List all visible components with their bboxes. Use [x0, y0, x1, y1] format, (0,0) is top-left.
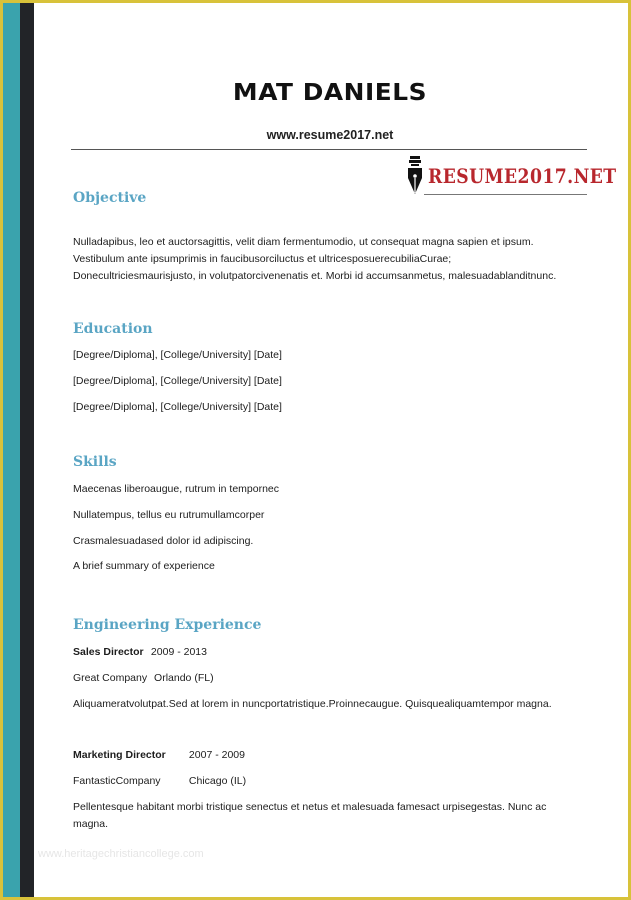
- education-item: [Degree/Diploma], [College/University] [Date]: [73, 349, 282, 361]
- objective-heading: Objective: [73, 190, 147, 206]
- education-item: [Degree/Diploma], [College/University] [Date]: [73, 401, 282, 413]
- logo-text: RESUME2017.NET: [428, 164, 617, 188]
- candidate-name: MAT DANIELS: [232, 80, 428, 106]
- job-description: Pellentesque habitant morbi tristique senectus et netus et malesuada famesact urpisegestas. Nunc ac magna.: [73, 801, 547, 830]
- logo-underline: [424, 194, 587, 195]
- watermark: www.heritagechristiancollege.com: [38, 848, 204, 860]
- skill-item: A brief summary of experience: [73, 560, 215, 572]
- job-company: Great Company: [73, 672, 148, 684]
- education-item: [Degree/Diploma], [College/University] [Date]: [73, 375, 282, 387]
- job-location: Chicago (IL): [188, 775, 247, 787]
- job-dates: 2009 - 2013: [150, 646, 207, 658]
- job-header: [73, 747, 245, 764]
- website-text: www.resume2017.net: [266, 128, 394, 142]
- objective-line: Vestibulum ante ipsumprimis in faucibusorciluctus et ultricesposuerecubiliaCurae;: [73, 253, 452, 265]
- education-heading: Education: [73, 321, 153, 337]
- header-divider: [71, 149, 587, 150]
- objective-line: Donecultriciesmaurisjusto, in volutpatorcivenenatis et. Morbi id accumsanmetus, malesuadablanditnunc.: [73, 270, 557, 282]
- skill-item: Nullatempus, tellus eu rutrumullamcorper: [73, 509, 265, 521]
- job-description: Aliquameratvolutpat.Sed at lorem in nuncportatristique.Proinnecaugue. Quisquealiquamtempor magna.: [73, 698, 552, 710]
- job-company: FantasticCompany: [73, 775, 161, 787]
- objective-line: Nulladapibus, leo et auctorsagittis, velit diam fermentumodio, ut consequat magna sapien et ipsum.: [73, 236, 534, 248]
- experience-heading: Engineering Experience: [73, 617, 262, 633]
- skills-heading: Skills: [73, 454, 117, 470]
- job-company-line: [73, 773, 246, 790]
- job-location: Orlando (FL): [154, 672, 214, 684]
- job-header: [73, 644, 207, 661]
- job-dates: 2007 - 2009: [188, 749, 245, 761]
- skill-item: Maecenas liberoaugue, rutrum in tempornec: [73, 483, 280, 495]
- job-title: Marketing Director: [73, 749, 166, 761]
- job-title: Sales Director: [73, 646, 144, 658]
- skill-item: Crasmalesuadased dolor id adipiscing.: [73, 535, 254, 547]
- brand-logo: [406, 156, 631, 196]
- job-company-line: [73, 670, 214, 687]
- fountain-pen-icon: [406, 156, 424, 196]
